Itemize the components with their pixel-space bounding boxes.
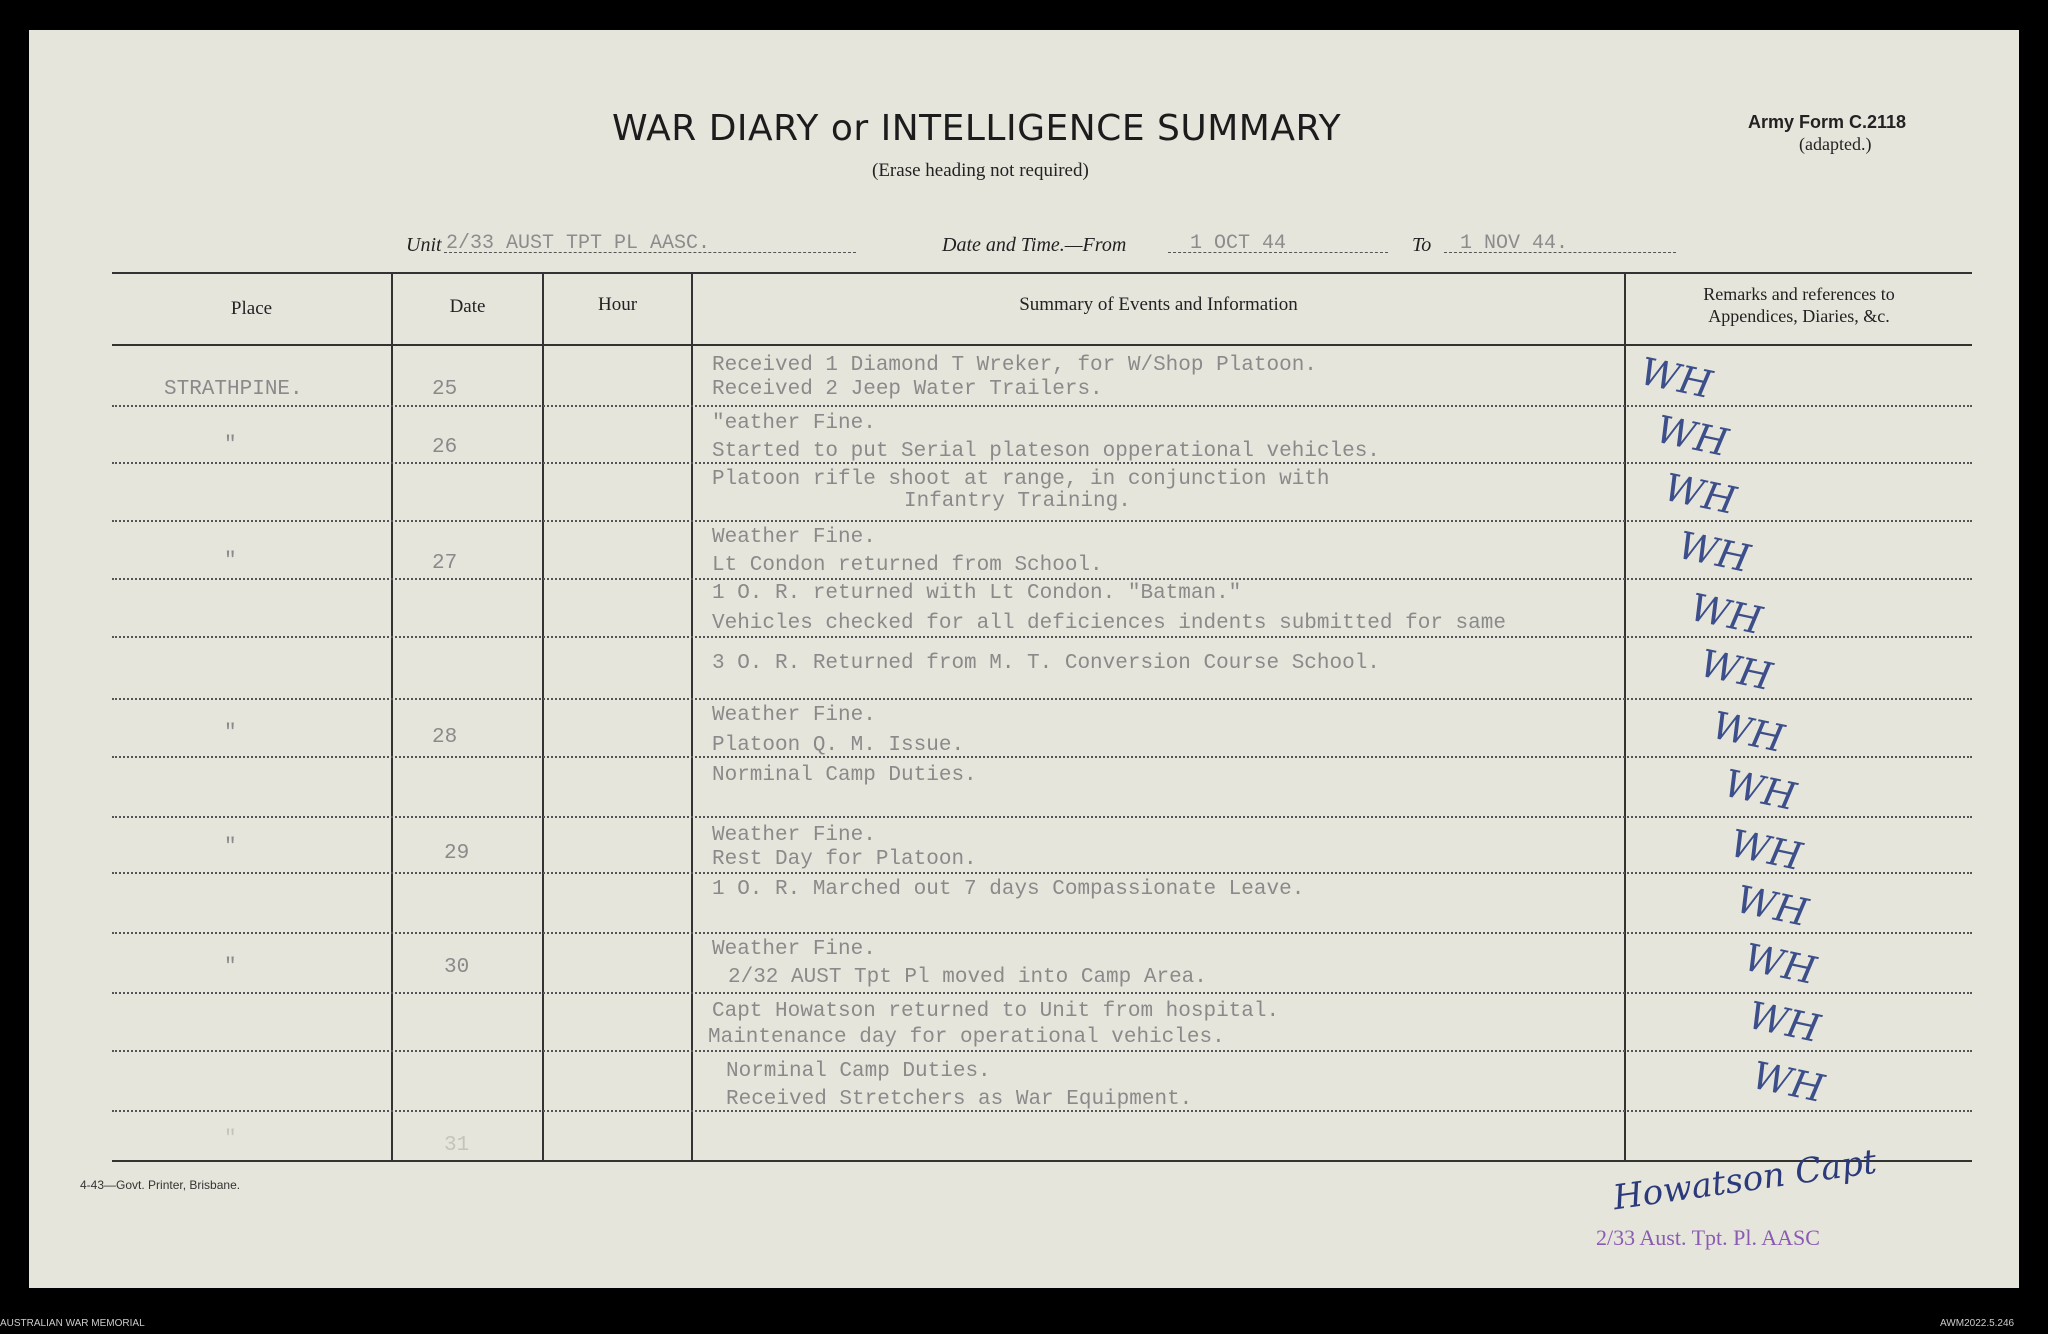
row-separator — [112, 405, 1972, 407]
entry-line: Weather Fine. — [712, 704, 876, 727]
entry-initials: WH — [1720, 760, 1800, 820]
col-header-place: Place — [230, 298, 273, 319]
row-separator — [112, 636, 1972, 638]
col-header-remarks-line2: Appendices, Diaries, &c. — [1708, 306, 1890, 326]
row-separator — [112, 992, 1972, 994]
entry-line: Vehicles checked for all deficiences indents submitted for same — [712, 612, 1506, 635]
entry-date: 27 — [432, 552, 458, 575]
entry-place: " — [224, 1128, 237, 1151]
entry-line: Weather Fine. — [712, 526, 876, 549]
entry-line: Weather Fine. — [712, 824, 876, 847]
entry-line: Weather Fine. — [712, 938, 876, 961]
archive-source: AUSTRALIAN WAR MEMORIAL — [0, 1318, 145, 1329]
entry-line: Platoon Q. M. Issue. — [712, 734, 965, 757]
entry-initials: WH — [1744, 992, 1824, 1052]
entry-initials: WH — [1696, 640, 1776, 700]
date-from-value: 1 OCT 44 — [1190, 232, 1287, 255]
date-to-value: 1 NOV 44. — [1460, 232, 1569, 255]
col-header-date: Date — [449, 296, 486, 317]
entry-line: "eather Fine. — [712, 412, 876, 435]
unit-underline — [444, 252, 856, 253]
row-separator — [112, 1050, 1972, 1052]
entry-line: 3 O. R. Returned from M. T. Conversion Course School. — [712, 652, 1380, 675]
entry-line: 1 O. R. Marched out 7 days Compassionate Leave. — [712, 878, 1305, 901]
entry-initials: WH — [1726, 820, 1806, 880]
date-from-underline — [1168, 252, 1388, 253]
entry-line: Platoon rifle shoot at range, in conjunction with — [712, 468, 1330, 491]
entry-place: " — [224, 722, 237, 745]
entry-line: Received Stretchers as War Equipment. — [726, 1088, 1193, 1111]
entry-place: " — [224, 434, 237, 457]
entry-initials: WH — [1674, 522, 1754, 582]
entry-line: Received 2 Jeep Water Trailers. — [712, 378, 1103, 401]
page-subtitle: (Erase heading not required) — [872, 160, 1089, 181]
entry-date: 30 — [444, 956, 470, 979]
entry-place: STRATHPINE. — [164, 378, 303, 401]
row-separator — [112, 816, 1972, 818]
entry-line: Rest Day for Platoon. — [712, 848, 977, 871]
entry-line: Lt Condon returned from School. — [712, 554, 1103, 577]
entry-initials: WH — [1748, 1052, 1828, 1112]
entry-line: Maintenance day for operational vehicles. — [708, 1026, 1225, 1049]
table-bottom-border — [112, 1160, 1972, 1162]
entry-place: " — [224, 956, 237, 979]
unit-value: 2/33 AUST TPT PL AASC. — [446, 232, 711, 255]
entry-line: Norminal Camp Duties. — [726, 1060, 991, 1083]
officer-signature: Howatson Capt — [1610, 1141, 1879, 1219]
entry-initials: WH — [1740, 934, 1820, 994]
entry-initials: WH — [1660, 464, 1740, 524]
entry-line: Norminal Camp Duties. — [712, 764, 977, 787]
entry-date: 29 — [444, 842, 470, 865]
printer-imprint: 4-43—Govt. Printer, Brisbane. — [80, 1178, 241, 1192]
entry-initials: WH — [1636, 348, 1716, 408]
row-separator — [112, 578, 1972, 580]
row-separator — [112, 698, 1972, 700]
row-separator — [112, 756, 1972, 758]
row-separator — [112, 932, 1972, 934]
row-separator — [112, 872, 1972, 874]
entry-line: 2/32 AUST Tpt Pl moved into Camp Area. — [728, 966, 1207, 989]
col-header-summary: Summary of Events and Information — [1019, 294, 1298, 315]
archive-reference: AWM2022.5.246 — [1940, 1318, 2015, 1329]
date-to-underline — [1444, 252, 1676, 253]
entry-date: 25 — [432, 378, 458, 401]
entry-line: Capt Howatson returned to Unit from hospital. — [712, 1000, 1280, 1023]
entry-date: 28 — [432, 726, 458, 749]
entry-date: 31 — [444, 1134, 470, 1157]
entry-initials: WH — [1686, 584, 1766, 644]
entry-initials: WH — [1732, 876, 1812, 936]
form-number: Army Form C.2118 — [1748, 112, 1907, 132]
date-to-label: To — [1412, 234, 1432, 256]
entry-initials: WH — [1652, 406, 1732, 466]
page-title: WAR DIARY or INTELLIGENCE SUMMARY — [612, 108, 1342, 149]
col-header-hour: Hour — [597, 294, 638, 315]
unit-stamp: 2/33 Aust. Tpt. Pl. AASC — [1596, 1225, 1820, 1250]
entry-initials: WH — [1708, 702, 1788, 762]
entry-line: 1 O. R. returned with Lt Condon. "Batman." — [712, 582, 1242, 605]
entry-line: Infantry Training. — [904, 490, 1131, 513]
col-header-remarks-line1: Remarks and references to — [1703, 284, 1895, 304]
entry-date: 26 — [432, 436, 458, 459]
row-separator — [112, 520, 1972, 522]
entry-place: " — [224, 836, 237, 859]
form-adapted: (adapted.) — [1799, 134, 1872, 154]
unit-label: Unit — [406, 234, 442, 256]
entry-line: Received 1 Diamond T Wreker, for W/Shop Platoon. — [712, 354, 1317, 377]
entry-place: " — [224, 550, 237, 573]
entry-line: Started to put Serial plateson opperational vehicles. — [712, 440, 1380, 463]
date-from-label: Date and Time.—From — [942, 234, 1127, 256]
